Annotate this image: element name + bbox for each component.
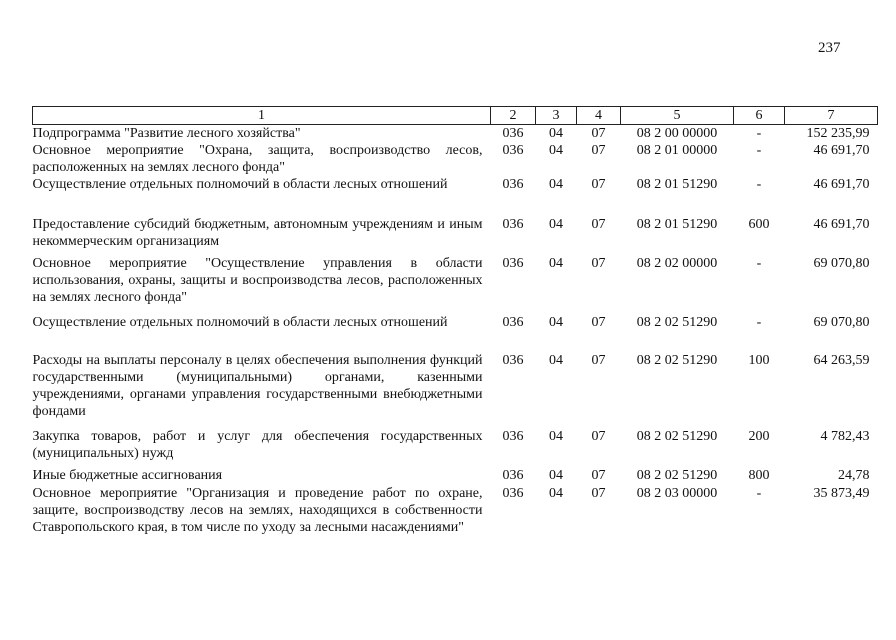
row-col6: - (756, 486, 762, 501)
table-row (33, 216, 878, 255)
row-col2: 036 (502, 126, 524, 141)
row-col2: 036 (502, 468, 524, 483)
row-col4: 07 (591, 256, 606, 271)
table-row (33, 485, 878, 553)
table-row (33, 467, 878, 485)
row-col2: 036 (502, 143, 524, 158)
row-col7: 152 235,99 (806, 126, 870, 141)
row-col4: 07 (591, 217, 606, 232)
row-col4: 07 (591, 315, 606, 330)
header-col-6: 6 (734, 107, 785, 125)
table-row (33, 176, 878, 216)
table-row (33, 255, 878, 314)
row-col4: 07 (591, 126, 606, 141)
table-row (33, 314, 878, 352)
row-col6: 600 (748, 217, 770, 232)
row-col2: 036 (502, 353, 524, 368)
row-col2: 036 (502, 429, 524, 444)
row-col5: 08 2 01 00000 (636, 143, 718, 158)
row-col4: 07 (591, 429, 606, 444)
row-col5: 08 2 00 00000 (636, 126, 718, 141)
row-col5: 08 2 01 51290 (636, 177, 718, 192)
row-col5: 08 2 02 51290 (636, 353, 718, 368)
row-name: Осуществление отдельных полномочий в области лесных отношений (32, 177, 448, 192)
row-col3: 04 (549, 315, 563, 330)
row-col2: 036 (502, 315, 524, 330)
table-row (33, 142, 878, 176)
row-name: Основное мероприятие "Осуществление управления в области использования, охраны, защиты и воспроизводства лесов, расположенных на землях лесного фонда" (32, 256, 483, 305)
table-row (33, 428, 878, 467)
row-col5: 08 2 02 51290 (636, 468, 718, 483)
table-row (33, 352, 878, 428)
row-col2: 036 (502, 256, 524, 271)
row-col2: 036 (502, 217, 524, 232)
row-name: Предоставление субсидий бюджетным, автономным учреждениям и иным некоммерческим организациям (32, 217, 483, 249)
header-col-5: 5 (621, 107, 734, 125)
table-row (33, 125, 878, 143)
row-col7: 4 782,43 (820, 429, 870, 444)
row-col3: 04 (549, 353, 563, 368)
row-name: Основное мероприятие "Организация и проведение работ по охране, защите, воспроизводству лесов на землях, находящихся в собственности Ставропольского края, в том числе по уходу за лесными насаждениями" (32, 486, 483, 535)
row-col2: 036 (502, 486, 524, 501)
row-col3: 04 (549, 143, 563, 158)
row-col7: 24,78 (838, 468, 870, 483)
row-col6: - (756, 177, 762, 192)
row-col4: 07 (591, 353, 606, 368)
header-col-1: 1 (33, 107, 491, 125)
row-name: Основное мероприятие "Охрана, защита, воспроизводство лесов, расположенных на землях лесного фонда" (32, 143, 483, 175)
row-name: Закупка товаров, работ и услуг для обеспечения государственных (муниципальных) нужд (32, 429, 483, 461)
row-col3: 04 (549, 256, 563, 271)
row-name: Иные бюджетные ассигнования (32, 468, 223, 483)
row-col4: 07 (591, 486, 606, 501)
row-col6: - (756, 126, 762, 141)
row-col4: 07 (591, 468, 606, 483)
row-col6: 100 (748, 353, 770, 368)
row-col6: 200 (748, 429, 770, 444)
header-col-7: 7 (785, 107, 878, 125)
row-col3: 04 (549, 429, 563, 444)
row-col7: 64 263,59 (813, 353, 870, 368)
row-col5: 08 2 02 00000 (636, 256, 718, 271)
row-col3: 04 (549, 217, 563, 232)
row-col5: 08 2 02 51290 (636, 315, 718, 330)
row-name: Осуществление отдельных полномочий в области лесных отношений (32, 315, 448, 330)
row-col7: 35 873,49 (813, 486, 870, 501)
row-col4: 07 (591, 143, 606, 158)
header-col-2: 2 (491, 107, 536, 125)
header-col-3: 3 (536, 107, 577, 125)
row-col6: - (756, 143, 762, 158)
header-col-4: 4 (577, 107, 621, 125)
row-col3: 04 (549, 468, 563, 483)
row-col7: 46 691,70 (813, 143, 870, 158)
row-col2: 036 (502, 177, 524, 192)
row-col3: 04 (549, 486, 563, 501)
row-col3: 04 (549, 177, 563, 192)
row-name: Расходы на выплаты персоналу в целях обеспечения выполнения функций государственными (муниципальными) органами, казенными учреждениями, органами управления государственными внебюджетными фондами (32, 353, 483, 419)
row-name: Подпрограмма "Развитие лесного хозяйства" (32, 126, 301, 141)
row-col3: 04 (549, 126, 563, 141)
page-number: 237 (818, 40, 841, 56)
row-col7: 69 070,80 (813, 256, 870, 271)
row-col7: 46 691,70 (813, 177, 870, 192)
row-col6: - (756, 256, 762, 271)
row-col7: 46 691,70 (813, 217, 870, 232)
row-col5: 08 2 03 00000 (636, 486, 718, 501)
row-col7: 69 070,80 (813, 315, 870, 330)
budget-table (32, 106, 878, 553)
row-col4: 07 (591, 177, 606, 192)
row-col5: 08 2 01 51290 (636, 217, 718, 232)
row-col6: - (756, 315, 762, 330)
row-col6: 800 (748, 468, 770, 483)
row-col5: 08 2 02 51290 (636, 429, 718, 444)
header-row (33, 107, 878, 125)
